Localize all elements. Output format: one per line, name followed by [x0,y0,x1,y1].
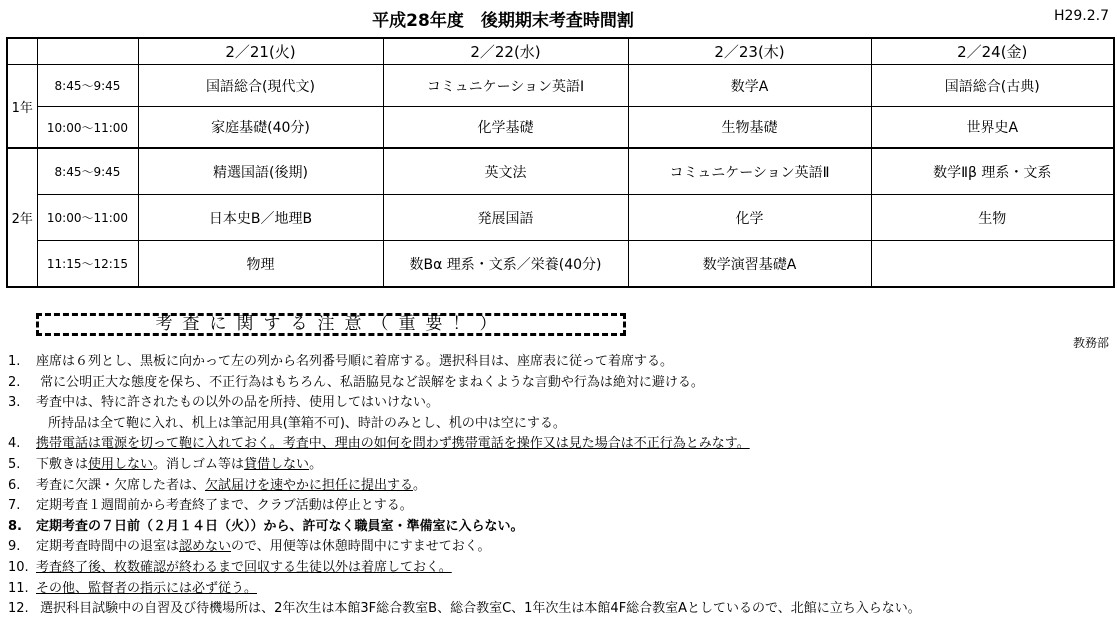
document-date: H29.2.7 [1053,8,1109,24]
item-text: 定期考査１週間前から考査終了まで、クラブ活動は停止とする。 [36,498,413,514]
list-item [8,455,1108,476]
subject-cell: 数学演習基礎A [628,241,871,288]
item-number: 6. [8,477,21,493]
item-number: 7. [8,498,21,514]
subject-cell: 物理 [138,241,383,288]
item-number: 9. [8,539,21,555]
period-time: 8:45～9:45 [37,148,138,195]
subject-cell [871,241,1114,288]
subject-cell: 生物基礎 [628,107,871,149]
day-header: 2／22(水) [383,38,628,65]
subject-cell: 精選国語(後期) [138,148,383,195]
item-text: 。消しゴム等は [153,456,245,472]
subject-cell: コミュニケーション英語Ⅰ [383,65,628,107]
subject-cell: 英文法 [383,148,628,195]
item-text: 定期考査時間中の退室は [36,539,180,555]
table-header-row [7,38,1114,65]
table-row [7,241,1114,288]
page-title: 平成28年度 後期期末考査時間割 [372,11,634,31]
notice-list [8,352,1108,620]
item-number: 11. [8,580,29,596]
item-number: 1. [8,354,21,369]
item-text: その他、監督者の指示には必ず従う。 [36,580,258,596]
day-header: 2／24(金) [871,38,1114,65]
period-time: 8:45～9:45 [37,65,138,107]
item-text: 座席は６列とし、黒板に向かって左の列から名列番号順に着席する。選択科目は、座席表に従って着席する。 [36,354,674,369]
day-header: 2／21(火) [138,38,383,65]
exam-timetable [6,37,1115,288]
item-text-emphasis: 欠試届けを速やかに担任に提出する [205,477,414,493]
item-text: 常に公明正大な態度を保ち、不正行為はもちろん、私語脇見など誤解をまねくような言動や行為は絶対に避ける。 [36,374,704,390]
subject-cell: 生物 [871,195,1114,241]
item-text: 。 [413,477,427,493]
item-number: 5. [8,456,21,472]
list-item-continuation: 所持品は全て鞄に入れ、机上は筆記用具(筆箱不可)、時計のみとし、机の中は空にする。 [48,415,566,431]
subject-cell: 家庭基礎(40分) [138,107,383,149]
item-number: 12. [8,601,29,617]
list-item [8,352,1108,373]
list-item [8,476,1108,497]
subject-cell: 数学Ⅱβ 理系・文系 [871,148,1114,195]
item-text: 考査終了後、枚数確認が終わるまで回収する生徒以外は着席しておく。 [36,559,452,575]
item-text: 考査中は、特に許されたもの以外の品を所持、使用してはいけない。 [36,395,440,411]
list-item [8,434,1108,455]
item-number: 4. [8,436,21,452]
item-number: 8. [8,518,22,534]
table-row [7,65,1114,107]
item-number: 2. [8,374,21,390]
list-item [8,537,1108,558]
subject-cell: 発展国語 [383,195,628,241]
item-number: 10. [8,559,29,575]
subject-cell: 国語総合(古典) [871,65,1114,107]
header-blank-cell [37,38,138,65]
table-row [7,195,1114,241]
subject-cell: 日本史B／地理B [138,195,383,241]
subject-cell: 数Bα 理系・文系／栄養(40分) [383,241,628,288]
list-item [8,393,1108,414]
item-text: 選択科目試験中の自習及び待機場所は、2年次生は本館3F総合教室B、総合教室C、1年次生は本館4F総合教室Aとしているので、北館に立ち入らない。 [36,601,921,617]
grade-label: 2年 [7,148,37,287]
subject-cell: 世界史A [871,107,1114,149]
table-row [7,107,1114,149]
subject-cell: 国語総合(現代文) [138,65,383,107]
day-header: 2／23(木) [628,38,871,65]
item-number: 3. [8,395,21,411]
item-text: 定期考査の７日前（２月１４日（火））から、許可なく職員室・準備室に入らない。 [36,518,524,534]
item-text-emphasis: 貸借しない [244,456,310,472]
subject-cell: 化学基礎 [383,107,628,149]
item-text: 。 [309,456,323,472]
subject-cell: コミュニケーション英語Ⅱ [628,148,871,195]
header-blank-cell [7,38,37,65]
subject-cell: 化学 [628,195,871,241]
item-text: 携帯電話は電源を切って鞄に入れておく。考査中、理由の如何を問わず携帯電話を操作又は見た場合は不正行為とみなす。 [36,436,750,452]
subject-cell: 数学A [628,65,871,107]
item-text: 下敷きは [36,456,89,472]
list-item [8,579,1108,600]
list-item [8,373,1108,394]
period-time: 10:00～11:00 [37,195,138,241]
list-item [8,517,1108,538]
period-time: 10:00～11:00 [37,107,138,149]
list-item [8,496,1108,517]
department-label: 教務部 [1072,336,1109,350]
item-text-emphasis: 認めない [179,539,232,555]
item-text: 考査に欠課・欠席した者は、 [36,477,206,493]
list-item [8,599,1108,620]
period-time: 11:15～12:15 [37,241,138,288]
item-text-emphasis: 使用しない [88,456,154,472]
grade-label: 1年 [7,65,37,149]
table-row [7,148,1114,195]
list-item [8,558,1108,579]
item-text: ので、用便等は休憩時間中にすませておく。 [231,539,491,555]
notice-heading: 考査に関する注意（重要！） [36,313,626,336]
